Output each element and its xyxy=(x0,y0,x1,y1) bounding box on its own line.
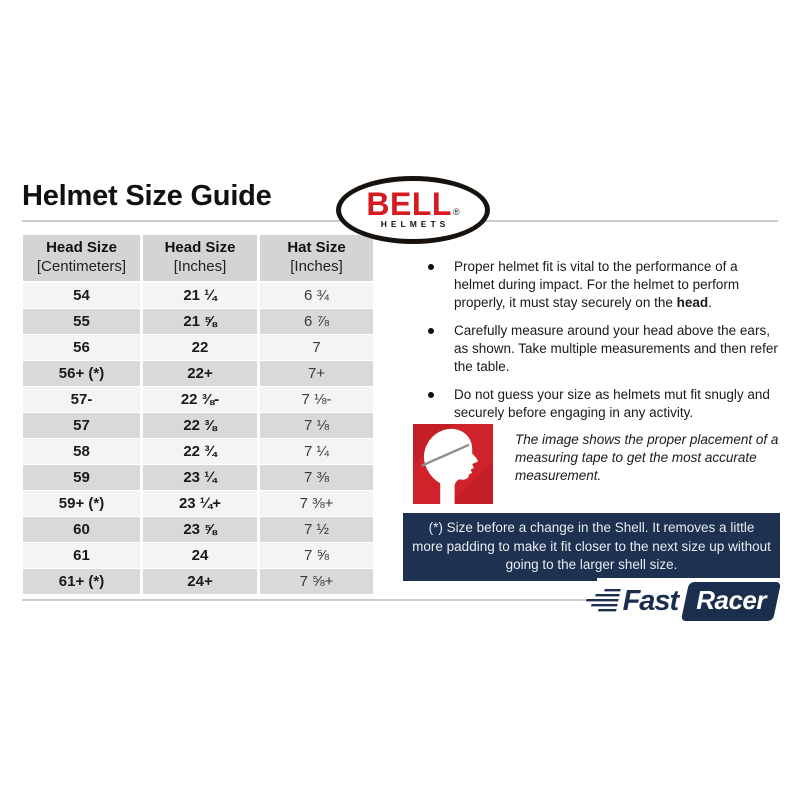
fitting-info-panel xyxy=(400,258,780,588)
table-row xyxy=(23,309,375,334)
bullet-dot-icon xyxy=(428,264,434,270)
table-row xyxy=(23,335,375,360)
cell-head-in: 24 xyxy=(143,543,257,568)
cell-head-cm: 59 xyxy=(23,465,140,490)
cell-hat-size: 7 ⅝ xyxy=(260,543,373,568)
header-head-size-cm: Head Size [Centimeters] xyxy=(23,235,140,281)
cell-hat-size: 7+ xyxy=(260,361,373,386)
fastracer-fast-text: Fast xyxy=(622,584,679,617)
cell-head-cm: 61+ (*) xyxy=(23,569,140,594)
table-row xyxy=(23,569,375,594)
cell-head-cm: 56+ (*) xyxy=(23,361,140,386)
cell-head-cm: 61 xyxy=(23,543,140,568)
table-row xyxy=(23,543,375,568)
cell-head-in: 22+ xyxy=(143,361,257,386)
bullet-text: Carefully measure around your head above the ears, as shown. Take multiple measurements and then refer the table. xyxy=(454,323,778,374)
table-header-row xyxy=(23,235,375,281)
fastracer-racer-box xyxy=(681,582,781,621)
page-title: Helmet Size Guide xyxy=(22,180,272,212)
cell-head-cm: 57- xyxy=(23,387,140,412)
cell-head-cm: 56 xyxy=(23,335,140,360)
cell-head-in: 23 ⅝ xyxy=(143,517,257,542)
cell-head-in: 22 ⅜- xyxy=(143,387,257,412)
cell-head-cm: 55 xyxy=(23,309,140,334)
cell-head-in: 23 ¼+ xyxy=(143,491,257,516)
cell-hat-size: 7 ⅛- xyxy=(260,387,373,412)
cell-head-cm: 60 xyxy=(23,517,140,542)
table-row xyxy=(23,465,375,490)
cell-hat-size: 7 ½ xyxy=(260,517,373,542)
cell-head-in: 23 ¼ xyxy=(143,465,257,490)
list-item xyxy=(400,258,780,312)
bell-helmets-subtext: HELMETS xyxy=(380,219,450,230)
list-item xyxy=(400,322,780,376)
fitting-tips-list xyxy=(400,258,780,422)
head-silhouette-icon xyxy=(413,424,493,504)
bullet-dot-icon xyxy=(428,328,434,334)
table-body xyxy=(23,283,375,594)
bell-brand-text: BELL xyxy=(366,185,452,222)
bell-helmets-logo xyxy=(336,176,490,244)
fastracer-racer-text: Racer xyxy=(696,584,767,615)
shell-note-box xyxy=(403,513,780,581)
table-row xyxy=(23,387,375,412)
cell-head-cm: 54 xyxy=(23,283,140,308)
cell-head-in: 22 ⅜ xyxy=(143,413,257,438)
cell-hat-size: 7 ⅝+ xyxy=(260,569,373,594)
table-row xyxy=(23,413,375,438)
cell-hat-size: 6 ⅞ xyxy=(260,309,373,334)
shell-note-text: (*) Size before a change in the Shell. It removes a little more padding to make it fit closer to the next size up without going to the larger shell size. xyxy=(412,520,771,572)
cell-hat-size: 7 ⅜ xyxy=(260,465,373,490)
header-hat-size-in: Hat Size [Inches] xyxy=(260,235,373,281)
bell-logo-wordmark xyxy=(366,185,460,222)
cell-head-cm: 58 xyxy=(23,439,140,464)
table-row xyxy=(23,283,375,308)
cell-head-in: 22 xyxy=(143,335,257,360)
bullet-text: Do not guess your size as helmets mut fit snugly and securely before engaging in any activity. xyxy=(454,387,770,420)
cell-hat-size: 7 ⅜+ xyxy=(260,491,373,516)
cell-hat-size: 7 ¼ xyxy=(260,439,373,464)
bullet-dot-icon xyxy=(428,392,434,398)
cell-head-in: 21 ⅝ xyxy=(143,309,257,334)
cell-head-in: 22 ¾ xyxy=(143,439,257,464)
table-row xyxy=(23,517,375,542)
table-row xyxy=(23,439,375,464)
fastracer-logo xyxy=(597,578,780,624)
list-item xyxy=(400,386,780,422)
size-table xyxy=(23,235,375,595)
measurement-figure xyxy=(413,424,781,504)
cell-head-cm: 59+ (*) xyxy=(23,491,140,516)
bullet-text: Proper helmet fit is vital to the performance of a helmet during impact. For the helmet to perform properly, it must stay securely on the head. xyxy=(454,259,740,310)
table-row xyxy=(23,491,375,516)
cell-head-in: 24+ xyxy=(143,569,257,594)
cell-hat-size: 6 ¾ xyxy=(260,283,373,308)
table-row xyxy=(23,361,375,386)
cell-hat-size: 7 xyxy=(260,335,373,360)
cell-hat-size: 7 ⅛ xyxy=(260,413,373,438)
header-head-size-in: Head Size [Inches] xyxy=(143,235,257,281)
cell-head-cm: 57 xyxy=(23,413,140,438)
figure-caption: The image shows the proper placement of a measuring tape to get the most accurate measurement. xyxy=(515,432,779,483)
speed-lines-icon xyxy=(583,588,621,614)
head-measurement-image xyxy=(413,424,493,504)
cell-head-in: 21 ¼ xyxy=(143,283,257,308)
registered-trademark-icon: ® xyxy=(452,207,460,218)
